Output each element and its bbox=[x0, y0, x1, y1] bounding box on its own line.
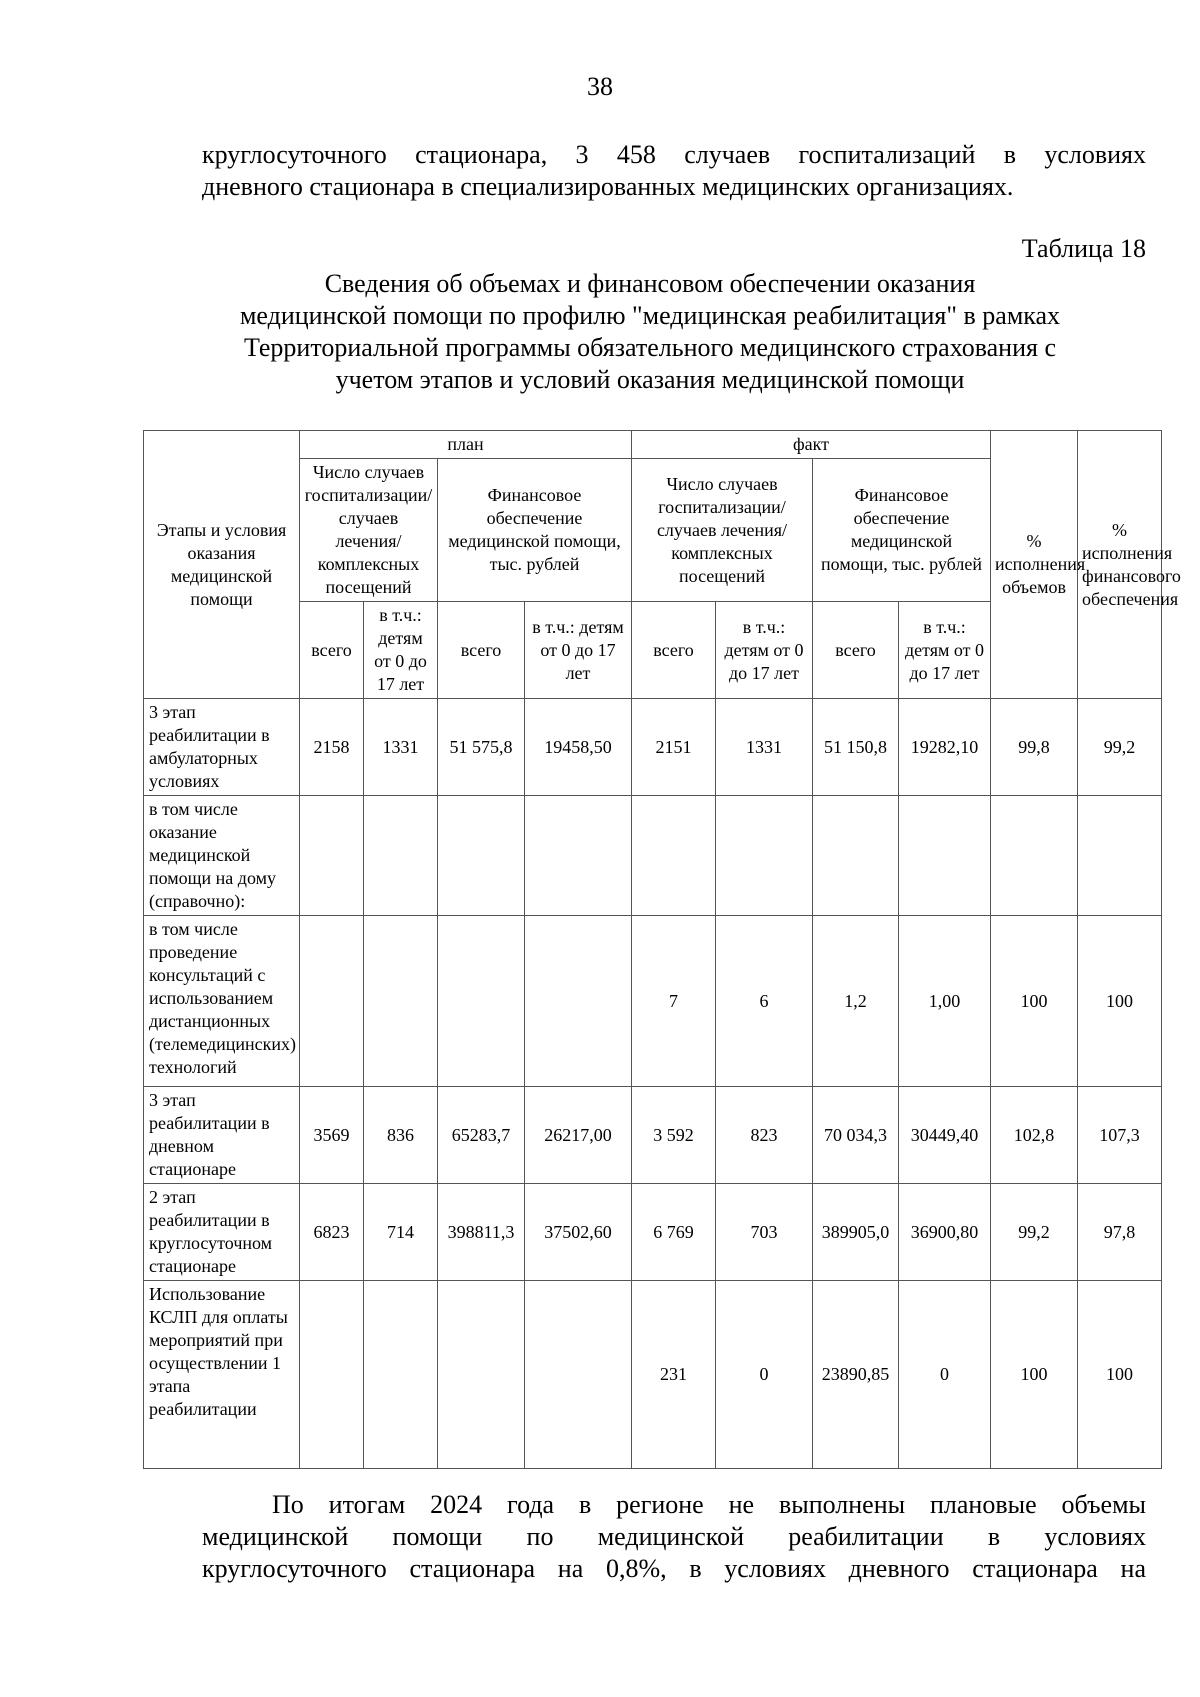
cell-plan-fin-children: 19458,50 bbox=[525, 699, 632, 796]
cell-fact-cases-children bbox=[716, 796, 813, 916]
cell-pct-finance: 100 bbox=[1078, 1281, 1162, 1469]
cell-pct-volume: 100 bbox=[991, 1281, 1078, 1469]
cell-plan-cases-total: 6823 bbox=[300, 1184, 364, 1281]
cell-pct-finance: 100 bbox=[1078, 916, 1162, 1087]
header-children: в т.ч.: детям от 0 до 17 лет bbox=[364, 602, 438, 699]
cell-pct-volume: 100 bbox=[991, 916, 1078, 1087]
cell-fact-cases-children: 0 bbox=[716, 1281, 813, 1469]
intro-line-1: круглосуточного стационара, 3 458 случаев госпитализаций в условиях bbox=[202, 140, 1146, 169]
header-plan-cases: Число случаев госпитализации/случаев лечения/комплексных посещений bbox=[300, 459, 438, 602]
cell-pct-finance: 97,8 bbox=[1078, 1184, 1162, 1281]
header-children: в т.ч.: детям от 0 до 17 лет bbox=[525, 602, 632, 699]
cell-plan-fin-total: 51 575,8 bbox=[438, 699, 525, 796]
cell-plan-fin-total: 65283,7 bbox=[438, 1087, 525, 1184]
row-label: Использование КСЛП для оплаты мероприятий при осуществлении 1 этапа реабилитации bbox=[144, 1281, 300, 1469]
cell-pct-volume: 102,8 bbox=[991, 1087, 1078, 1184]
cell-fact-cases-children: 6 bbox=[716, 916, 813, 1087]
cell-pct-volume bbox=[991, 796, 1078, 916]
cell-plan-cases-children: 1331 bbox=[364, 699, 438, 796]
cell-fact-fin-total bbox=[813, 796, 899, 916]
header-total: всего bbox=[632, 602, 716, 699]
table-row bbox=[144, 1087, 1162, 1184]
header-total: всего bbox=[438, 602, 525, 699]
header-fact-cases: Число случаев госпитализации/случаев лечения/комплексных посещений bbox=[632, 459, 813, 602]
cell-pct-volume: 99,2 bbox=[991, 1184, 1078, 1281]
header-fact: факт bbox=[632, 431, 991, 459]
cell-plan-cases-total bbox=[300, 1281, 364, 1469]
cell-fact-cases-children: 703 bbox=[716, 1184, 813, 1281]
cell-fact-fin-total: 51 150,8 bbox=[813, 699, 899, 796]
closing-line-2: медицинской помощи по медицинской реабилитации в условиях bbox=[202, 1522, 1146, 1551]
header-plan-finance: Финансовое обеспечение медицинской помощи, тыс. рублей bbox=[438, 459, 632, 602]
cell-plan-cases-total: 2158 bbox=[300, 699, 364, 796]
cell-fact-cases-total: 7 bbox=[632, 916, 716, 1087]
cell-fact-fin-children: 0 bbox=[899, 1281, 991, 1469]
table-row bbox=[144, 796, 1162, 916]
row-label: 2 этап реабилитации в круглосуточном стационаре bbox=[144, 1184, 300, 1281]
cell-pct-finance bbox=[1078, 796, 1162, 916]
intro-line-2: дневного стационара в специализированных медицинских организациях. bbox=[202, 172, 1014, 201]
cell-fact-fin-children: 19282,10 bbox=[899, 699, 991, 796]
row-label: в том числе оказание медицинской помощи на дому (справочно): bbox=[144, 796, 300, 916]
cell-pct-finance: 99,2 bbox=[1078, 699, 1162, 796]
row-label: 3 этап реабилитации в дневном стационаре bbox=[144, 1087, 300, 1184]
header-total: всего bbox=[300, 602, 364, 699]
header-plan: план bbox=[300, 431, 632, 459]
cell-plan-fin-total: 398811,3 bbox=[438, 1184, 525, 1281]
table-label: Таблица 18 bbox=[1021, 234, 1146, 263]
closing-line-3: круглосуточного стационара на 0,8%, в условиях дневного стационара на bbox=[202, 1554, 1146, 1583]
cell-pct-finance: 107,3 bbox=[1078, 1087, 1162, 1184]
cell-fact-cases-total: 231 bbox=[632, 1281, 716, 1469]
cell-fact-fin-total: 23890,85 bbox=[813, 1281, 899, 1469]
cell-fact-fin-total: 1,2 bbox=[813, 916, 899, 1087]
table-row bbox=[144, 1184, 1162, 1281]
cell-fact-fin-children bbox=[899, 796, 991, 916]
cell-plan-cases-total bbox=[300, 916, 364, 1087]
cell-fact-cases-children: 823 bbox=[716, 1087, 813, 1184]
cell-plan-fin-children bbox=[525, 796, 632, 916]
cell-fact-fin-total: 389905,0 bbox=[813, 1184, 899, 1281]
cell-plan-cases-children: 714 bbox=[364, 1184, 438, 1281]
cell-plan-fin-children: 37502,60 bbox=[525, 1184, 632, 1281]
table-row bbox=[144, 916, 1162, 1087]
header-total: всего bbox=[813, 602, 899, 699]
row-label: 3 этап реабилитации в амбулаторных условиях bbox=[144, 699, 300, 796]
cell-fact-fin-total: 70 034,3 bbox=[813, 1087, 899, 1184]
header-pct-finance: % исполнения финансового обеспечения bbox=[1078, 431, 1162, 699]
cell-fact-cases-total: 2151 bbox=[632, 699, 716, 796]
closing-line-1: По итогам 2024 года в регионе не выполнены плановые объемы bbox=[272, 1490, 1146, 1519]
table-title-line-2: медицинской помощи по профилю "медицинская реабилитация" в рамках bbox=[239, 301, 1061, 330]
cell-plan-fin-children: 26217,00 bbox=[525, 1087, 632, 1184]
intro-paragraph bbox=[202, 139, 1146, 203]
cell-plan-fin-children bbox=[525, 1281, 632, 1469]
header-children: в т.ч.: детям от 0 до 17 лет bbox=[716, 602, 813, 699]
header-stage: Этапы и условия оказания медицинской помощи bbox=[144, 431, 300, 699]
table-title bbox=[190, 268, 1110, 396]
rehab-table bbox=[143, 430, 1181, 1469]
header-pct-volume: % исполнения объемов bbox=[991, 431, 1078, 699]
closing-paragraph bbox=[202, 1489, 1146, 1585]
cell-plan-fin-total bbox=[438, 1281, 525, 1469]
table-row bbox=[144, 1281, 1162, 1469]
table-title-line-3: Территориальной программы обязательного медицинского страхования с bbox=[243, 333, 1057, 362]
cell-plan-cases-children bbox=[364, 916, 438, 1087]
cell-fact-fin-children: 1,00 bbox=[899, 916, 991, 1087]
cell-plan-fin-total bbox=[438, 796, 525, 916]
row-label: в том числе проведение консультаций с использованием дистанционных (телемедицинских) технологий bbox=[144, 916, 300, 1087]
table-title-line-4: учетом этапов и условий оказания медицинской помощи bbox=[335, 365, 965, 394]
cell-plan-cases-children: 836 bbox=[364, 1087, 438, 1184]
cell-plan-cases-children bbox=[364, 796, 438, 916]
header-fact-finance: Финансовое обеспечение медицинской помощи, тыс. рублей bbox=[813, 459, 991, 602]
cell-fact-fin-children: 36900,80 bbox=[899, 1184, 991, 1281]
table-title-line-1: Сведения об объемах и финансовом обеспечении оказания bbox=[324, 269, 976, 298]
cell-plan-fin-children bbox=[525, 916, 632, 1087]
page-number: 38 bbox=[587, 72, 613, 101]
header-children: в т.ч.: детям от 0 до 17 лет bbox=[899, 602, 991, 699]
cell-plan-cases-total bbox=[300, 796, 364, 916]
cell-pct-volume: 99,8 bbox=[991, 699, 1078, 796]
cell-fact-cases-total bbox=[632, 796, 716, 916]
cell-fact-fin-children: 30449,40 bbox=[899, 1087, 991, 1184]
table-row bbox=[144, 699, 1162, 796]
cell-plan-cases-children bbox=[364, 1281, 438, 1469]
cell-fact-cases-children: 1331 bbox=[716, 699, 813, 796]
cell-fact-cases-total: 6 769 bbox=[632, 1184, 716, 1281]
cell-plan-cases-total: 3569 bbox=[300, 1087, 364, 1184]
cell-plan-fin-total bbox=[438, 916, 525, 1087]
cell-fact-cases-total: 3 592 bbox=[632, 1087, 716, 1184]
